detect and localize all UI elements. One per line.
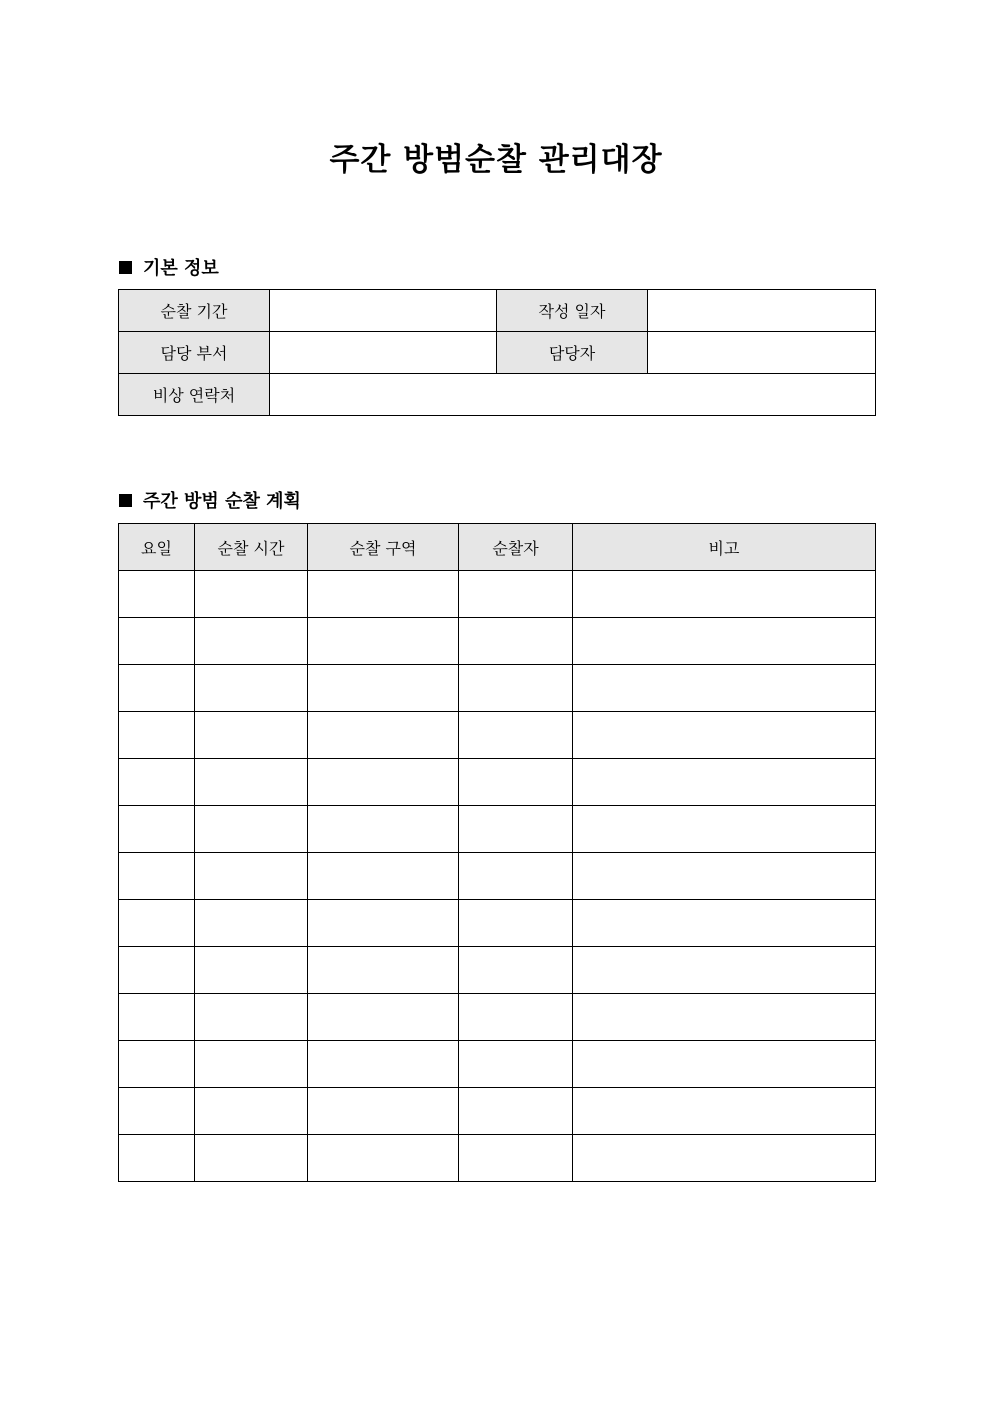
- time-cell[interactable]: [195, 1041, 308, 1088]
- square-bullet-icon: [119, 494, 132, 507]
- patroller-cell[interactable]: [459, 806, 573, 853]
- time-cell[interactable]: [195, 806, 308, 853]
- day-cell[interactable]: [119, 1041, 195, 1088]
- day-cell[interactable]: [119, 1088, 195, 1135]
- table-row: [119, 665, 876, 712]
- patroller-cell[interactable]: [459, 1088, 573, 1135]
- info-row: [119, 290, 876, 332]
- area-cell[interactable]: [308, 947, 459, 994]
- square-bullet-icon: [119, 261, 132, 274]
- patroller-cell[interactable]: [459, 571, 573, 618]
- table-row: [119, 1135, 876, 1182]
- column-header-remarks: 비고: [573, 524, 876, 571]
- patroller-cell[interactable]: [459, 947, 573, 994]
- area-cell[interactable]: [308, 806, 459, 853]
- remarks-cell[interactable]: [573, 618, 876, 665]
- column-header-time: 순찰 시간: [195, 524, 308, 571]
- table-header-row: [119, 524, 876, 571]
- remarks-cell[interactable]: [573, 994, 876, 1041]
- patroller-cell[interactable]: [459, 665, 573, 712]
- basic-info-table: [118, 289, 876, 416]
- time-cell[interactable]: [195, 1088, 308, 1135]
- time-cell[interactable]: [195, 712, 308, 759]
- period-label: 순찰 기간: [119, 290, 270, 332]
- day-cell[interactable]: [119, 853, 195, 900]
- day-cell[interactable]: [119, 806, 195, 853]
- emergency-contact-field[interactable]: [270, 374, 876, 416]
- table-row: [119, 618, 876, 665]
- area-cell[interactable]: [308, 853, 459, 900]
- table-row: [119, 900, 876, 947]
- department-field[interactable]: [270, 332, 497, 374]
- period-field[interactable]: [270, 290, 497, 332]
- remarks-cell[interactable]: [573, 806, 876, 853]
- day-cell[interactable]: [119, 994, 195, 1041]
- emergency-contact-label: 비상 연락처: [119, 374, 270, 416]
- patroller-cell[interactable]: [459, 1135, 573, 1182]
- patrol-plan-heading-text: 주간 방범 순찰 계획: [143, 491, 301, 512]
- day-cell[interactable]: [119, 947, 195, 994]
- remarks-cell[interactable]: [573, 759, 876, 806]
- day-cell[interactable]: [119, 900, 195, 947]
- remarks-cell[interactable]: [573, 571, 876, 618]
- remarks-cell[interactable]: [573, 853, 876, 900]
- remarks-cell[interactable]: [573, 665, 876, 712]
- area-cell[interactable]: [308, 759, 459, 806]
- area-cell[interactable]: [308, 1041, 459, 1088]
- time-cell[interactable]: [195, 900, 308, 947]
- table-row: [119, 1088, 876, 1135]
- time-cell[interactable]: [195, 1135, 308, 1182]
- patroller-cell[interactable]: [459, 759, 573, 806]
- time-cell[interactable]: [195, 994, 308, 1041]
- info-row: [119, 374, 876, 416]
- table-row: [119, 571, 876, 618]
- time-cell[interactable]: [195, 947, 308, 994]
- table-row: [119, 1041, 876, 1088]
- time-cell[interactable]: [195, 759, 308, 806]
- area-cell[interactable]: [308, 665, 459, 712]
- table-row: [119, 947, 876, 994]
- column-header-patroller: 순찰자: [459, 524, 573, 571]
- patrol-plan-table: [118, 523, 876, 1182]
- table-row: [119, 806, 876, 853]
- day-cell[interactable]: [119, 1135, 195, 1182]
- patroller-cell[interactable]: [459, 994, 573, 1041]
- patroller-cell[interactable]: [459, 712, 573, 759]
- day-cell[interactable]: [119, 759, 195, 806]
- manager-field[interactable]: [648, 332, 876, 374]
- area-cell[interactable]: [308, 900, 459, 947]
- date-written-field[interactable]: [648, 290, 876, 332]
- basic-info-heading: [119, 254, 219, 280]
- area-cell[interactable]: [308, 1135, 459, 1182]
- manager-label: 담당자: [497, 332, 648, 374]
- day-cell[interactable]: [119, 618, 195, 665]
- table-row: [119, 712, 876, 759]
- column-header-area: 순찰 구역: [308, 524, 459, 571]
- remarks-cell[interactable]: [573, 712, 876, 759]
- time-cell[interactable]: [195, 618, 308, 665]
- remarks-cell[interactable]: [573, 1088, 876, 1135]
- table-row: [119, 853, 876, 900]
- table-row: [119, 994, 876, 1041]
- area-cell[interactable]: [308, 712, 459, 759]
- patroller-cell[interactable]: [459, 853, 573, 900]
- area-cell[interactable]: [308, 994, 459, 1041]
- time-cell[interactable]: [195, 665, 308, 712]
- day-cell[interactable]: [119, 712, 195, 759]
- area-cell[interactable]: [308, 1088, 459, 1135]
- table-row: [119, 759, 876, 806]
- remarks-cell[interactable]: [573, 900, 876, 947]
- patroller-cell[interactable]: [459, 618, 573, 665]
- remarks-cell[interactable]: [573, 947, 876, 994]
- department-label: 담당 부서: [119, 332, 270, 374]
- basic-info-heading-text: 기본 정보: [143, 258, 219, 279]
- info-row: [119, 332, 876, 374]
- remarks-cell[interactable]: [573, 1135, 876, 1182]
- area-cell[interactable]: [308, 571, 459, 618]
- time-cell[interactable]: [195, 853, 308, 900]
- date-written-label: 작성 일자: [497, 290, 648, 332]
- patroller-cell[interactable]: [459, 900, 573, 947]
- patroller-cell[interactable]: [459, 1041, 573, 1088]
- area-cell[interactable]: [308, 618, 459, 665]
- column-header-day: 요일: [119, 524, 195, 571]
- patrol-plan-heading: [119, 487, 301, 513]
- remarks-cell[interactable]: [573, 1041, 876, 1088]
- day-cell[interactable]: [119, 571, 195, 618]
- day-cell[interactable]: [119, 665, 195, 712]
- time-cell[interactable]: [195, 571, 308, 618]
- page-title: 주간 방범순찰 관리대장: [329, 142, 663, 178]
